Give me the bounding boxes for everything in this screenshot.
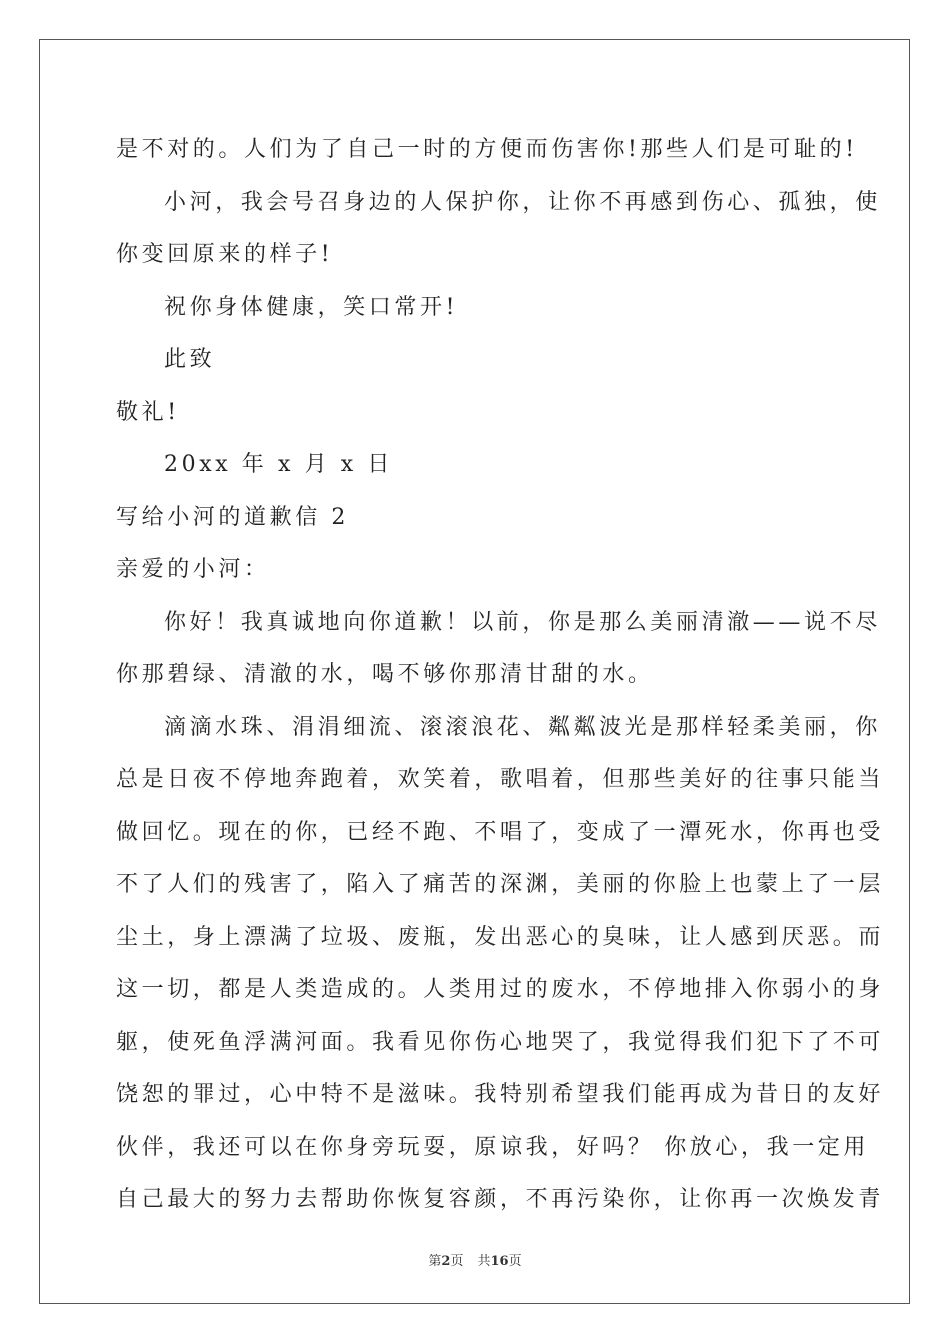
text-line: 尘土，身上漂满了垃圾、废瓶，发出恶心的臭味，让人感到厌恶。而	[116, 924, 885, 950]
text-line: 滴滴水珠、涓涓细流、滚滚浪花、粼粼波光是那样轻柔美丽，你	[164, 714, 881, 740]
total-prefix: 共	[477, 1254, 491, 1269]
text-line: 总是日夜不停地奔跑着，欢笑着，歌唱着，但那些美好的往事只能当	[116, 767, 885, 792]
text-line: 这一切，都是人类造成的。人类用过的废水，不停地排入你弱小的身	[116, 977, 885, 1002]
closing-regards: 敬礼!	[116, 399, 180, 425]
page-prefix: 第	[428, 1254, 442, 1269]
text-line: 自己最大的努力去帮助你恢复容颜，不再污染你，让你再一次焕发青	[116, 1187, 885, 1212]
text-line: 伙伴，我还可以在你身旁玩耍，原谅我，好吗？ 你放心，我一定用	[116, 1134, 869, 1160]
page-footer	[0, 1250, 950, 1269]
total-pages: 16	[490, 1254, 509, 1269]
text-line: 是不对的。人们为了自己一时的方便而伤害你!那些人们是可耻的!	[116, 137, 858, 162]
closing-salutation: 此致	[164, 347, 216, 372]
page-number: 2	[441, 1254, 451, 1269]
text-line: 你变回原来的样子!	[116, 242, 334, 267]
text-line: 你那碧绿、清澈的水，喝不够你那清甘甜的水。	[116, 662, 654, 687]
letter-greeting: 亲爱的小河：	[116, 557, 270, 582]
section-title: 写给小河的道歉信 2	[116, 504, 349, 530]
text-line: 躯，使死鱼浮满河面。我看见你伤心地哭了，我觉得我们犯下了不可	[116, 1029, 885, 1055]
text-line: 你好！我真诚地向你道歉！以前，你是那么美丽清澈——说不尽	[164, 609, 881, 635]
total-suffix: 页	[508, 1254, 522, 1269]
document-body	[116, 124, 885, 1227]
text-line: 不了人们的残害了，陷入了痛苦的深渊，美丽的你脸上也蒙上了一层	[116, 872, 885, 897]
text-line: 做回忆。现在的你，已经不跑、不唱了，变成了一潭死水，你再也受	[116, 819, 885, 845]
text-line: 祝你身体健康，笑口常开!	[164, 294, 459, 320]
letter-date: 20xx 年 x 月 x 日	[164, 452, 393, 477]
text-line: 饶恕的罪过，心中特不是滋味。我特别希望我们能再成为昔日的友好	[116, 1082, 885, 1107]
text-line: 小河，我会号召身边的人保护你，让你不再感到伤心、孤独，使	[164, 189, 881, 215]
page-suffix: 页	[450, 1254, 464, 1269]
